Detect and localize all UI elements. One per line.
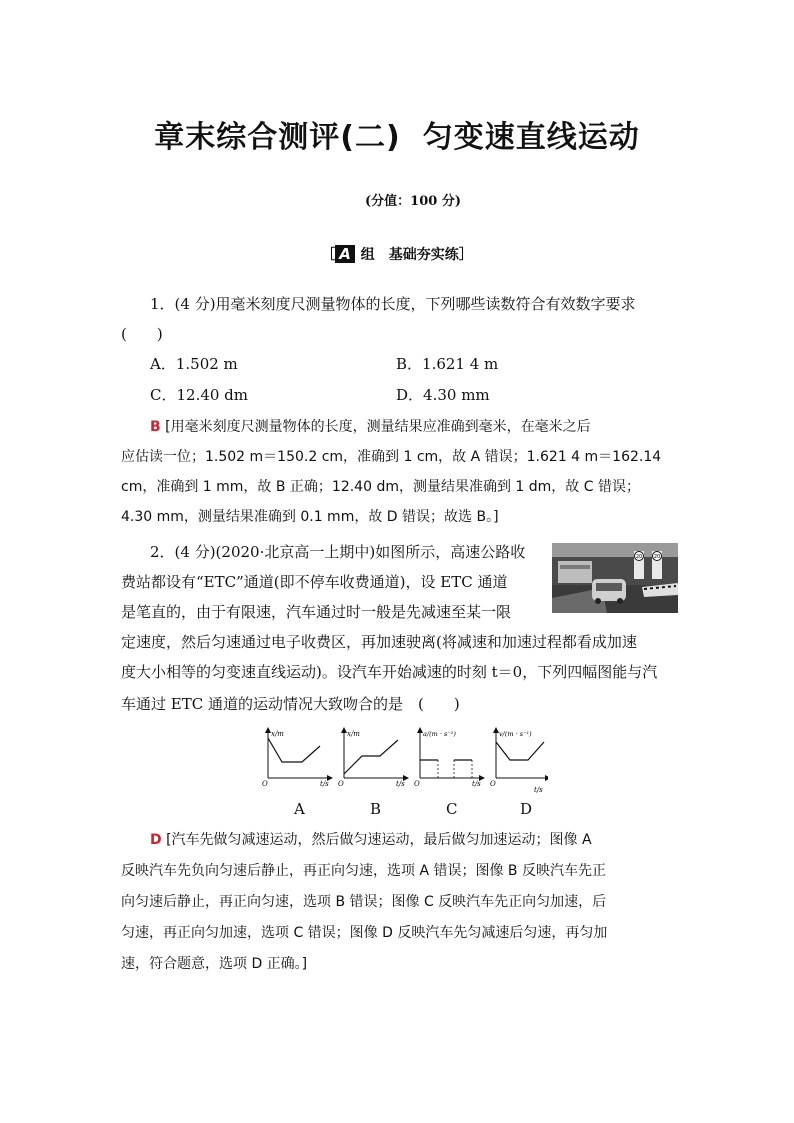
group-label: 组 基础夯实练 (360, 247, 459, 263)
group-bracket-left: ［ (321, 247, 336, 263)
group-badge: A (335, 245, 355, 263)
etc-toll-photo (552, 543, 678, 613)
motion-graphs (258, 724, 548, 794)
graph-a-origin: O (262, 780, 268, 788)
title-part1: 章末综合测评(二) (154, 120, 401, 155)
graph-d-ylabel: v/(m · s⁻¹) (499, 730, 532, 738)
speed-sign-2: 20 (653, 554, 661, 560)
graph-c (414, 730, 482, 788)
q1-stem-line1: 1．(4 分)用毫米刻度尺测量物体的长度，下列哪些读数符合有效数字要求 (150, 295, 636, 313)
q1-option-c: C．12.40 dm (150, 386, 249, 404)
q1-explanation-text: [用毫米刻度尺测量物体的长度，测量结果应准确到毫米，在毫米之后 (165, 419, 591, 435)
q1-option-a: A．1.502 m (150, 355, 238, 373)
graph-b-xlabel: t/s (396, 780, 405, 788)
page-title (0, 112, 794, 156)
q2-explanation-line5: 速，符合题意，选项 D 正确。] (121, 956, 308, 972)
graph-b (338, 730, 406, 788)
graph-a-caption: A (294, 800, 305, 818)
graph-d-curve (496, 742, 544, 760)
graph-a-xlabel: t/s (320, 780, 329, 788)
graph-c-origin: O (414, 780, 420, 788)
q2-explanation-line4: 匀速，再正向匀加速，选项 C 错误；图像 D 反映汽车先匀减速后匀速，再匀加 (121, 925, 608, 941)
q2-stem-line6: 车通过 ETC 通道的运动情况大致吻合的是 ( ) (121, 695, 460, 713)
graph-a-ylabel: x/m (271, 730, 284, 738)
q2-stem-line5: 度大小相等的匀变速直线运动)。设汽车开始减速的时刻 t＝0，下列四幅图能与汽 (121, 663, 658, 681)
title-part2: 匀变速直线运动 (422, 120, 640, 155)
q1-stem-line2: ( ) (121, 325, 163, 343)
q1-option-d: D．4.30 mm (396, 386, 490, 404)
graph-c-ylabel: a/(m · s⁻²) (423, 730, 456, 738)
q2-explanation-line2: 反映汽车先负向匀速后静止，再正向匀速，选项 A 错误；图像 B 反映汽车先正 (121, 863, 606, 879)
graph-b-caption: B (370, 800, 382, 818)
q1-explanation-line3: cm，准确到 1 mm，故 B 正确；12.40 dm，测量结果准确到 1 dm，故 C 错误； (121, 479, 640, 495)
q2-answer-key: D (150, 832, 162, 848)
group-header (0, 244, 794, 264)
q2-explanation-line3: 向匀速后静止，再正向匀速，选项 B 错误；图像 C 反映汽车先正向匀加速，后 (121, 894, 607, 910)
graph-d (490, 730, 548, 794)
graph-d-caption: D (520, 800, 533, 818)
q2-stem-line2: 费站都设有“ETC”通道(即不停车收费通道)，设 ETC 通道 (121, 573, 508, 591)
q1-answer-key: B (150, 419, 161, 435)
q1-explanation-line1 (150, 412, 591, 442)
graph-c-xlabel: t/s (472, 780, 481, 788)
q1-option-b: B．1.621 4 m (396, 355, 499, 373)
graph-a (262, 730, 330, 788)
graph-d-xlabel: t/s (534, 786, 543, 794)
q1-explanation-line4: 4.30 mm，测量结果准确到 0.1 mm，故 D 错误；故选 B。] (121, 509, 499, 525)
speed-sign-1: 20 (635, 554, 643, 560)
q2-explanation-text: [汽车先做匀减速运动，然后做匀速运动，最后做匀加速运动；图像 A (166, 832, 592, 848)
graph-b-ylabel: x/m (347, 730, 360, 738)
graph-b-origin: O (338, 780, 344, 788)
score-note: (分值：100 分) (365, 194, 461, 209)
graph-d-origin: O (490, 780, 496, 788)
graph-b-curve (344, 740, 398, 774)
q2-explanation-line1 (150, 825, 592, 855)
q2-stem-line1: 2．(4 分)(2020·北京高一上期中)如图所示，高速公路收 (150, 543, 526, 561)
q2-stem-line3: 是笔直的，由于有限速，汽车通过时一般是先减速至某一限 (121, 603, 512, 621)
etc-photo-drawing (552, 543, 678, 613)
q2-stem-line4: 定速度，然后匀速通过电子收费区，再加速驶离(将减速和加速过程都看成加速 (121, 633, 637, 651)
graph-c-caption: C (446, 800, 458, 818)
group-bracket-right: ］ (458, 247, 473, 263)
graph-a-curve (268, 738, 320, 762)
q1-explanation-line2: 应估读一位；1.502 m＝150.2 cm，准确到 1 cm，故 A 错误；1.621 4 m＝162.14 (121, 449, 662, 465)
